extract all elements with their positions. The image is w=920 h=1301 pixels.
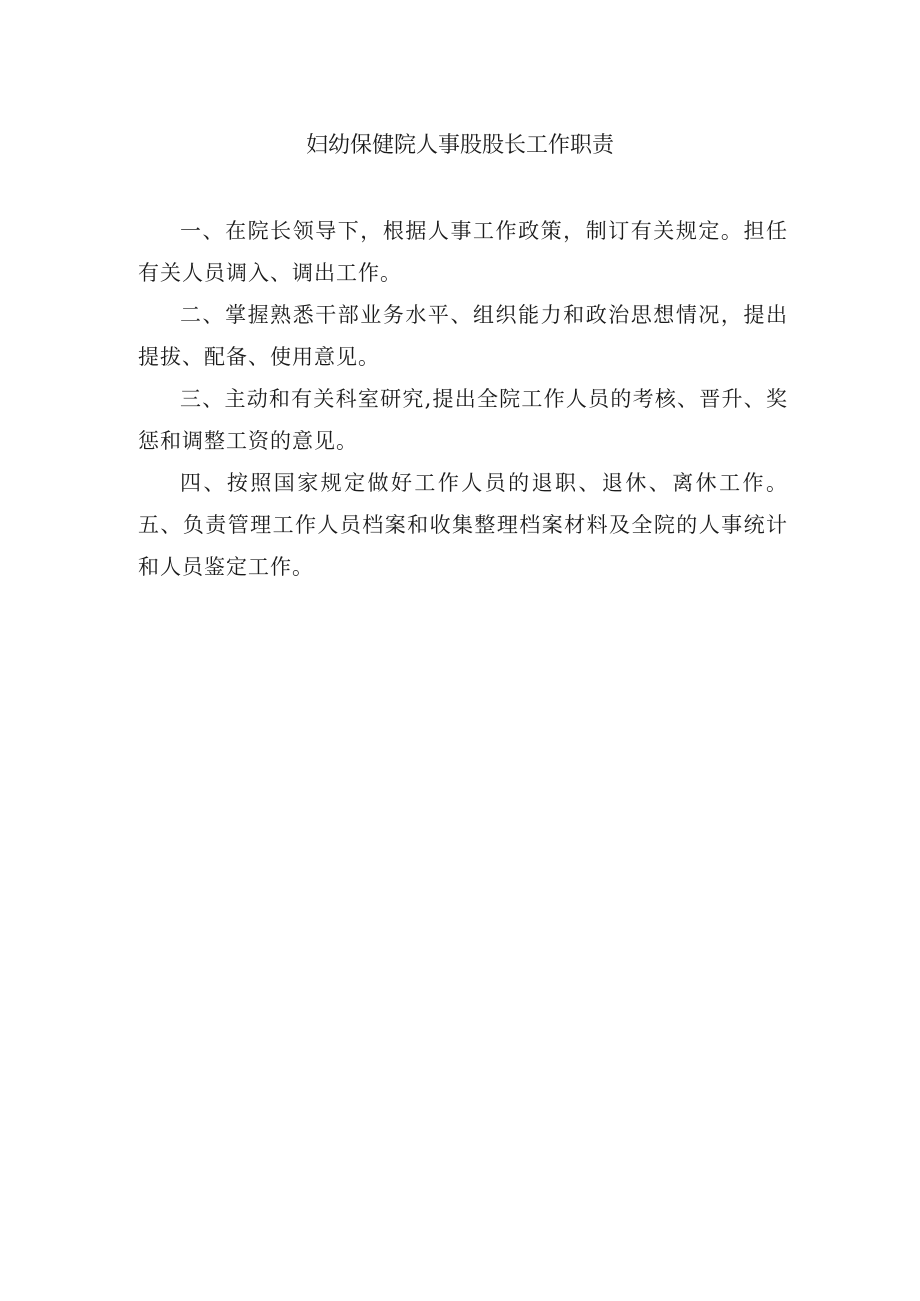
paragraph-4: 四、按照国家规定做好工作人员的退职、退休、离休工作。五、负责管理工作人员档案和收集整理档案材料及全院的人事统计和人员鉴定工作。 <box>138 471 788 579</box>
paragraph-2: 二、掌握熟悉干部业务水平、组织能力和政治思想情况，提出提拔、配备、使用意见。 <box>138 303 788 369</box>
document-body <box>138 210 788 588</box>
paragraph-3: 三、主动和有关科室研究,提出全院工作人员的考核、晋升、奖惩和调整工资的意见。 <box>138 387 788 453</box>
document-title: 妇幼保健院人事股股长工作职责 <box>305 133 614 158</box>
paragraph-1: 一、在院长领导下，根据人事工作政策，制订有关规定。担任有关人员调入、调出工作。 <box>138 219 788 285</box>
